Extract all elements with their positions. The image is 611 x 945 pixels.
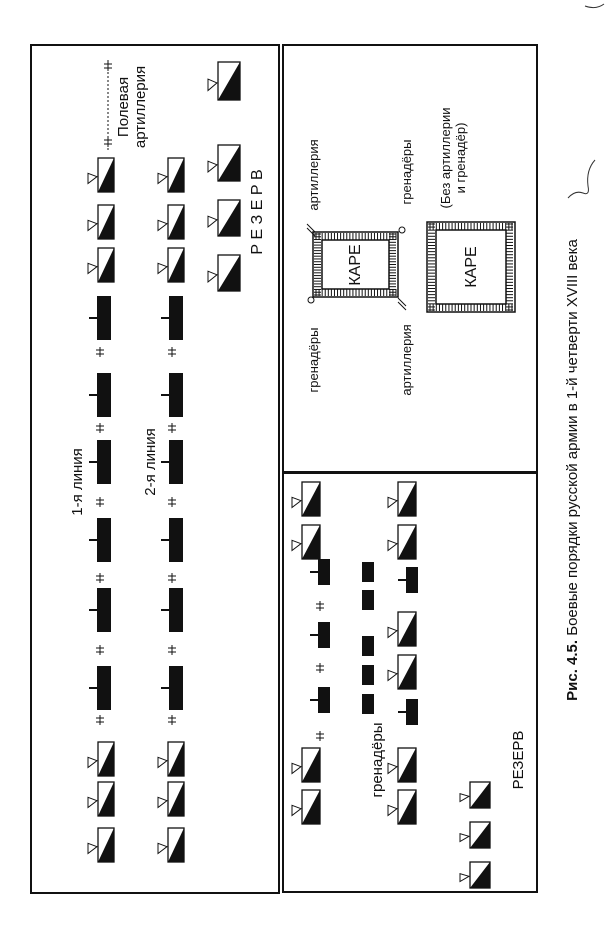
cavalry-flag xyxy=(158,173,167,183)
cavalry-flag xyxy=(388,540,397,550)
cavalry-flag xyxy=(208,79,217,90)
grenadiers-label: гренадёры xyxy=(369,722,386,798)
corner-gun xyxy=(398,298,406,306)
cavalry-flag xyxy=(158,843,167,853)
square-2-center-label: КАРЕ xyxy=(463,246,480,288)
cavalry-flag xyxy=(208,271,217,282)
cavalry-unit xyxy=(158,742,184,776)
pen-scribble xyxy=(568,160,595,198)
cavalry-unit xyxy=(292,525,320,559)
cavalry-unit xyxy=(388,525,416,559)
cavalry-unit xyxy=(158,205,184,239)
cavalry-unit xyxy=(292,482,320,516)
cavalry-flag xyxy=(88,220,97,230)
square-formation-1 xyxy=(313,232,398,297)
infantry-bar xyxy=(169,296,183,340)
cavalry-unit xyxy=(158,782,184,816)
infantry-bar xyxy=(169,588,183,632)
cavalry-unit xyxy=(208,145,240,181)
cavalry-flag xyxy=(292,497,301,507)
cavalry-flag xyxy=(158,797,167,807)
cavalry-unit xyxy=(460,862,490,888)
corner-marker xyxy=(308,297,314,303)
grenadier-block xyxy=(362,636,374,656)
cavalry-unit xyxy=(388,655,416,689)
cavalry-unit xyxy=(88,782,114,816)
cavalry-flag xyxy=(88,263,97,273)
reserve-label-small: РЕЗЕРВ xyxy=(510,730,527,790)
grenadier-block xyxy=(362,694,374,714)
cavalry-flag xyxy=(88,173,97,183)
cavalry-flag xyxy=(460,794,469,802)
square-1-center-label: КАРЕ xyxy=(347,244,364,286)
cavalry-unit xyxy=(388,482,416,516)
square-1-grenadiers-bottom: гренадёры xyxy=(399,139,414,205)
infantry-bar xyxy=(97,296,111,340)
cavalry-unit xyxy=(88,828,114,862)
infantry-bar xyxy=(318,687,330,713)
infantry-bar xyxy=(97,588,111,632)
cavalry-flag xyxy=(88,797,97,807)
cavalry-flag xyxy=(292,805,301,815)
infantry-bar xyxy=(169,373,183,417)
field-artillery-label-2: артиллерия xyxy=(132,65,149,149)
grenadier-block xyxy=(362,665,374,685)
infantry-bar xyxy=(406,699,418,725)
cavalry-flag xyxy=(388,805,397,815)
infantry-bar xyxy=(169,666,183,710)
square-1-artillery-top: артиллерия xyxy=(306,139,321,211)
cavalry-unit xyxy=(208,62,240,100)
cavalry-unit xyxy=(388,748,416,782)
cavalry-flag xyxy=(208,216,217,227)
cavalry-unit xyxy=(158,158,184,192)
cavalry-unit xyxy=(158,828,184,862)
cavalry-unit xyxy=(88,158,114,192)
infantry-bar xyxy=(97,666,111,710)
corner-scribble xyxy=(585,4,604,8)
cavalry-unit xyxy=(460,782,490,808)
cavalry-flag xyxy=(88,757,97,767)
cavalry-unit xyxy=(88,248,114,282)
cavalry-unit xyxy=(88,742,114,776)
cavalry-flag xyxy=(292,763,301,773)
cavalry-unit xyxy=(292,790,320,824)
square-1-artillery-bottom: артиллерия xyxy=(399,324,414,396)
cavalry-unit xyxy=(208,200,240,236)
infantry-bar xyxy=(318,559,330,585)
cavalry-flag xyxy=(158,757,167,767)
cavalry-flag xyxy=(460,834,469,842)
line1-label: 1-я линия xyxy=(69,448,86,516)
cavalry-flag xyxy=(388,627,397,637)
cavalry-flag xyxy=(460,874,469,882)
grenadier-block xyxy=(362,562,374,582)
cavalry-unit xyxy=(88,205,114,239)
infantry-bar xyxy=(169,440,183,484)
cavalry-unit xyxy=(460,822,490,848)
square-2-note-line2: и гренадёр) xyxy=(453,122,468,194)
field-artillery-label-1: Полевая xyxy=(115,76,132,138)
cavalry-unit xyxy=(158,248,184,282)
cavalry-flag xyxy=(388,670,397,680)
cavalry-unit xyxy=(292,748,320,782)
cavalry-flag xyxy=(158,220,167,230)
caption-text: Боевые порядки русской армии в 1-й четверти XVIII века xyxy=(564,239,581,636)
bottom-right-panel-frame xyxy=(283,45,537,473)
caption xyxy=(564,238,581,700)
square-formation-2 xyxy=(427,222,515,312)
infantry-bar xyxy=(318,622,330,648)
cavalry-flag xyxy=(292,540,301,550)
corner-gun xyxy=(398,302,406,310)
cavalry-flag xyxy=(158,263,167,273)
infantry-bar xyxy=(97,518,111,562)
caption-label: Рис. 4.5. xyxy=(564,639,581,701)
infantry-bar xyxy=(406,567,418,593)
square-2-note-line1: (Без артиллерии xyxy=(438,107,453,209)
corner-marker xyxy=(399,227,405,233)
cavalry-flag xyxy=(208,161,217,172)
cavalry-flag xyxy=(388,763,397,773)
infantry-bar xyxy=(169,518,183,562)
grenadier-block xyxy=(362,590,374,610)
cavalry-unit xyxy=(208,255,240,291)
infantry-bar xyxy=(97,440,111,484)
reserve-label: Р Е З Е Р В xyxy=(249,169,266,255)
cavalry-flag xyxy=(88,843,97,853)
square-1-grenadiers-top: гренадёры xyxy=(306,327,321,393)
line2-label: 2-я линия xyxy=(142,428,159,496)
corner-gun xyxy=(307,224,315,232)
cavalry-flag xyxy=(388,497,397,507)
cavalry-unit xyxy=(388,612,416,646)
infantry-bar xyxy=(97,373,111,417)
cavalry-unit xyxy=(388,790,416,824)
